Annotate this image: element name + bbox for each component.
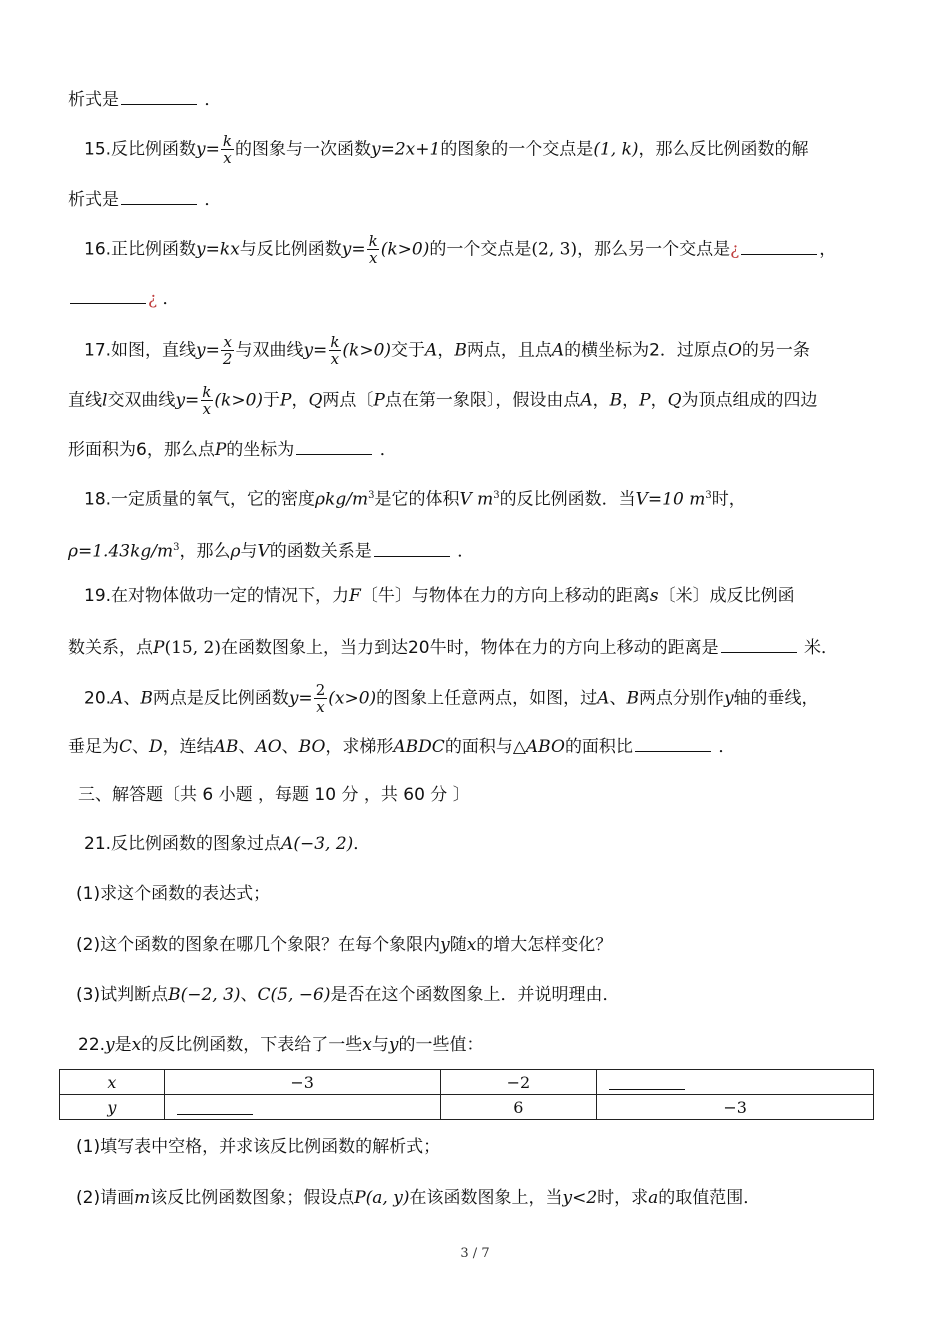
q17-fraction-3 (200, 384, 213, 417)
q18-cube-4: 3 (173, 542, 180, 553)
q17-Q: Q (308, 390, 323, 411)
q21-x: x (466, 935, 477, 955)
q16-line-2 (68, 285, 890, 311)
q20-ABO: ABO (525, 737, 565, 757)
q20-BO: BO (298, 737, 326, 757)
q22-P: P(a, y) (354, 1188, 410, 1208)
q21-text-a: 21.反比例函数的图象过点 (84, 834, 282, 854)
q22-p2-text-c: 在该函数图象上，当 (409, 1188, 563, 1208)
q19-text-l2b: 在函数图象上，当力到达20牛时，物体在力的方向上移动的距离是 (220, 638, 719, 658)
q21-line-1 (84, 832, 890, 856)
q18-text-l2b: ，那么 (179, 541, 231, 562)
q22-part-2 (76, 1186, 890, 1210)
table-cell-x-1: −3 (164, 1070, 440, 1095)
q21-part-2 (76, 933, 890, 957)
q16-line-1 (84, 233, 890, 266)
q19-text-b: 〔牛〕与物体在力的方向上移动的距离 (360, 586, 650, 606)
q14-blank (121, 86, 197, 105)
q17-frac1-den: 2 (222, 350, 233, 368)
q19-s: s (649, 586, 659, 606)
q20-end: ． (718, 737, 736, 757)
q22-p2-text-d: 时，求 (597, 1188, 649, 1208)
table-cell-y-3: −3 (597, 1095, 874, 1120)
q22-x-2: x (362, 1035, 372, 1055)
q17-y-eq-2: y= (303, 340, 328, 361)
q22-x: x (131, 1035, 142, 1055)
q15-text-a: 15.反比例函数 (84, 139, 197, 160)
q16-text-d: ，那么另一个交点是 (577, 239, 731, 260)
q17-cond: (k>0) (342, 340, 392, 361)
q17-blank (296, 436, 372, 455)
q18-line-2 (68, 536, 890, 564)
q18-vm: V m (459, 489, 494, 510)
table-blank-x (609, 1071, 685, 1090)
q16-blank-1 (741, 236, 817, 255)
q20-text-l2a: 垂足为 (68, 737, 119, 757)
q16-inv-mark-2: ¿ (148, 289, 158, 309)
q16-ykx: y=kx (196, 239, 240, 260)
q20-sep-2: 、 (609, 688, 627, 709)
table-cell-x-3-blank[interactable] (597, 1070, 874, 1095)
q20-y-eq: y= (288, 688, 313, 709)
q16-inv-mark: ¿ (730, 239, 740, 260)
q18-rho-unit: ρkg/m (315, 489, 369, 510)
q17-text-l2d: 两点〔 (322, 390, 374, 411)
q20-sep-3: 、 (132, 737, 150, 757)
xy-value-table (59, 1069, 874, 1120)
q20-text-e: 轴的垂线， (733, 688, 819, 709)
q17-P-2: P (373, 390, 385, 411)
q20-text-c: 的图象上任意两点，如图，过 (376, 688, 598, 709)
table-cell-x-2: −2 (440, 1070, 597, 1095)
q19-blank (721, 634, 797, 653)
q17-B-2: B (609, 390, 623, 411)
q17-frac1-num: x (223, 333, 232, 351)
q20-A: A (111, 688, 124, 709)
q20-text-l2d: 的面积与△ (444, 737, 526, 757)
q15-frac-num: k (222, 132, 232, 150)
q18-text-a: 18.一定质量的氧气，它的密度 (84, 489, 316, 510)
q17-text-b: 与双曲线 (235, 340, 304, 361)
q17-Q-2: Q (667, 390, 682, 411)
q20-B-2: B (626, 688, 639, 709)
q20-D: D (149, 737, 163, 757)
table-cell-y-2: 6 (440, 1095, 597, 1120)
q15-line-1 (84, 133, 890, 166)
section-3-heading: 三、解答题〔共 6 小题 ，每题 10 分 ，共 60 分 〕 (78, 785, 470, 805)
q15-text-c: 的图象的一个交点是 (440, 139, 594, 160)
q20-text-b: 两点是反比例函数 (152, 688, 289, 709)
q14-tail-line (68, 86, 890, 112)
q16-comma: ， (819, 239, 837, 260)
q15-text-d: ，那么反比例函数的解 (638, 139, 809, 160)
q20-sep-4: 、 (238, 737, 256, 757)
q17-P-4: P (214, 440, 227, 460)
q20-ABDC: ABDC (393, 737, 445, 757)
q17-text-l2c: 于 (263, 390, 281, 411)
q20-sep: 、 (123, 688, 141, 709)
q17-P-3: P (639, 390, 651, 411)
q18-line-1 (84, 484, 890, 512)
q17-A-2: A (551, 340, 565, 361)
q17-text-c: 交于 (391, 340, 426, 361)
q21-p3-text-a: (3)试判断点 (76, 985, 169, 1005)
q17-A: A (425, 340, 438, 361)
q21-p2-text-b: 随 (449, 935, 467, 955)
q18-text-l2d: 的函数关系是 (269, 541, 372, 562)
q20-cond: (x>0) (328, 688, 377, 709)
q18-rho: ρ (230, 541, 241, 562)
q17-y-eq: y= (196, 340, 220, 361)
q17-text-l2e: 点在第一象限〕，假设由点 (384, 390, 581, 411)
q21-p3-sep: 、 (240, 985, 258, 1005)
q17-frac3-den: x (202, 400, 212, 418)
q22-line-1 (78, 1033, 890, 1057)
table-blank-y (177, 1096, 253, 1115)
q17-text-l2a: 直线 (68, 390, 102, 411)
table-cell-x-header: x (60, 1070, 165, 1095)
q19-text-c: 〔米〕成反比例函 (658, 586, 795, 606)
q18-blank (374, 538, 450, 557)
q17-text-d: 两点，且点 (466, 340, 552, 361)
q15-text-l2: 析式是 (68, 190, 119, 210)
q17-l: l (102, 390, 108, 411)
q17-A-3: A (580, 390, 593, 411)
q22-text-d: 与 (371, 1035, 389, 1055)
q17-text-l2b: 交双曲线 (107, 390, 176, 411)
q15-blank (121, 186, 197, 205)
q20-A-2: A (597, 688, 610, 709)
q16-fraction (367, 233, 380, 266)
q15-fraction (221, 133, 234, 166)
q20-AB: AB (213, 737, 239, 757)
q17-O: O (727, 340, 742, 361)
q16-frac-num: k (368, 232, 378, 250)
table-row-y (60, 1095, 874, 1120)
q17-y-eq-3: y= (175, 390, 200, 411)
q21-p2-text-c: 的增大怎样变化？ (476, 935, 613, 955)
q17-end: ． (379, 440, 397, 460)
q21-C: C(5, −6) (257, 985, 331, 1005)
q20-B: B (140, 688, 153, 709)
q15-frac-den: x (223, 149, 232, 167)
q20-C: C (119, 737, 133, 757)
q21-p3-text-b: 是否在这个函数图象上．并说明理由． (330, 985, 620, 1005)
q22-text-c: 的反比例函数，下表给了一些 (141, 1035, 363, 1055)
q20-line-1 (84, 682, 890, 715)
q22-y-2: y (388, 1035, 399, 1055)
q14-end: ． (204, 90, 222, 110)
q16-end: ． (162, 289, 180, 309)
q20-frac-num: 2 (315, 681, 326, 699)
q17-line-3 (68, 436, 890, 462)
q16-cond: (k>0) (380, 239, 430, 260)
q18-cube-3: 3 (705, 490, 712, 501)
table-cell-y-1-blank[interactable] (164, 1095, 440, 1120)
q20-line-2 (68, 733, 890, 759)
q16-frac-den: x (368, 249, 378, 267)
q15-linear: y=2x+1 (371, 139, 441, 160)
table-cell-y-header: y (60, 1095, 165, 1120)
q17-text-e: 的横坐标为2．过原点 (564, 340, 728, 361)
q16-text-c: 的一个交点是 (429, 239, 532, 260)
q22-y-lt-2: y<2 (562, 1188, 598, 1208)
q19-point: (15, 2) (164, 638, 221, 658)
q16-blank-2 (70, 285, 146, 304)
q20-fraction (314, 682, 328, 715)
q18-cube-1: 3 (368, 490, 375, 501)
q19-line-2 (68, 634, 890, 660)
q17-cond-2: (k>0) (214, 390, 264, 411)
q21-part-1: (1)求这个函数的表达式； (76, 884, 271, 904)
q15-point: (1, k) (593, 139, 639, 160)
q18-cube-2: 3 (493, 490, 500, 501)
q20-y: y (723, 688, 734, 709)
q20-frac-den: x (316, 698, 325, 716)
q17-line-1: 17.如图，直线y= $\frac{x}{2}$ 与双曲线y= $\frac{k}{x}$ (k>0)交于A，B两点，且点A的横坐标为2．过原点O的另一条 (84, 333, 810, 368)
q14-tail-text: 析式是 (68, 90, 119, 110)
q18-V: V (257, 541, 270, 562)
q19-line-1 (84, 584, 890, 608)
q21-B: B(−2, 3) (168, 985, 241, 1005)
q17-text-l2f: 为顶点组成的四边 (681, 390, 818, 411)
q20-text-l2e: 的面积比 (564, 737, 633, 757)
q17-frac2-num: k (330, 333, 340, 351)
q16-point: (2, 3) (531, 239, 578, 260)
q17-fraction-2 (328, 334, 341, 367)
q22-text-a: 22. (78, 1035, 106, 1055)
q19-text-a: 19.在对物体做功一定的情况下，力 (84, 586, 350, 606)
q17-frac3-num: k (202, 383, 212, 401)
q17-P: P (280, 390, 292, 411)
q16-y-eq: y= (341, 239, 366, 260)
q18-text-l2c: 与 (240, 541, 258, 562)
q17-frac2-den: x (330, 350, 340, 368)
q21-p2-text-a: (2)这个函数的图象在哪几个象限？在每个象限内 (76, 935, 441, 955)
q17-text-l3b: 的坐标为 (226, 440, 295, 460)
q19-text-l2a: 数关系，点 (68, 638, 153, 658)
q15-line-2 (68, 186, 890, 212)
q21-end: ． (353, 834, 371, 854)
q22-p2-text-e: 的取值范围． (658, 1188, 761, 1208)
q15-text-b: 的图象与一次函数 (235, 139, 371, 160)
q16-text-a: 16.正比例函数 (84, 239, 197, 260)
q17-fraction-1 (221, 334, 235, 367)
q15-y-eq: y= (196, 139, 220, 160)
table-row-x (60, 1070, 874, 1095)
q20-sep-5: 、 (281, 737, 299, 757)
q19-text-l2c: 米． (804, 638, 839, 658)
q22-y: y (105, 1035, 115, 1055)
q20-text-l2b: ，连结 (162, 737, 214, 757)
q17-line-2: 直线l交双曲线y= $\frac{k}{x}$ (k>0)于P，Q两点〔P点在第一象限〕，假设由点A，B，P，Q为顶点组成的四边 (68, 383, 818, 418)
q21-part-3 (76, 983, 890, 1007)
q20-AO: AO (255, 737, 282, 757)
q19-F: F (349, 586, 361, 606)
q22-a: a (648, 1188, 659, 1208)
q22-part-1: (1)填写表中空格，并求该反比例函数的解析式； (76, 1137, 441, 1157)
q18-text-b: 是它的体积 (374, 489, 460, 510)
q22-p2-text-b: 该反比例函数图象；假设点 (150, 1188, 355, 1208)
q22-m: m (134, 1188, 151, 1208)
q20-blank (635, 733, 711, 752)
q17-text-l3a: 形面积为6，那么点 (68, 440, 215, 460)
q16-text-b: 与反比例函数 (239, 239, 342, 260)
q18-text-d: 时， (711, 489, 746, 510)
q17-text-a: 17.如图，直线 (84, 340, 197, 361)
page-number: 3 / 7 (460, 1246, 490, 1261)
q22-p2-text-a: (2)请画 (76, 1188, 135, 1208)
q17-text-f: 的另一条 (741, 340, 810, 361)
q18-v10: V=10 m (635, 489, 706, 510)
q20-text-l2c: ，求梯形 (325, 737, 394, 757)
q15-end: ． (204, 190, 222, 210)
q22-text-e: 的一些值： (398, 1035, 484, 1055)
q20-text-d: 两点分别作 (638, 688, 724, 709)
q21-point: A(−3, 2) (281, 834, 354, 854)
q18-text-c: 的反比例函数．当 (499, 489, 636, 510)
q19-P: P (153, 638, 165, 658)
q22-text-b: 是 (114, 1035, 132, 1055)
q21-y: y (440, 935, 450, 955)
q18-rho-value: ρ=1.43kg/m (68, 541, 174, 562)
q18-end: ． (457, 541, 475, 562)
q20-text-a: 20. (84, 688, 112, 709)
q17-B: B (454, 340, 467, 361)
